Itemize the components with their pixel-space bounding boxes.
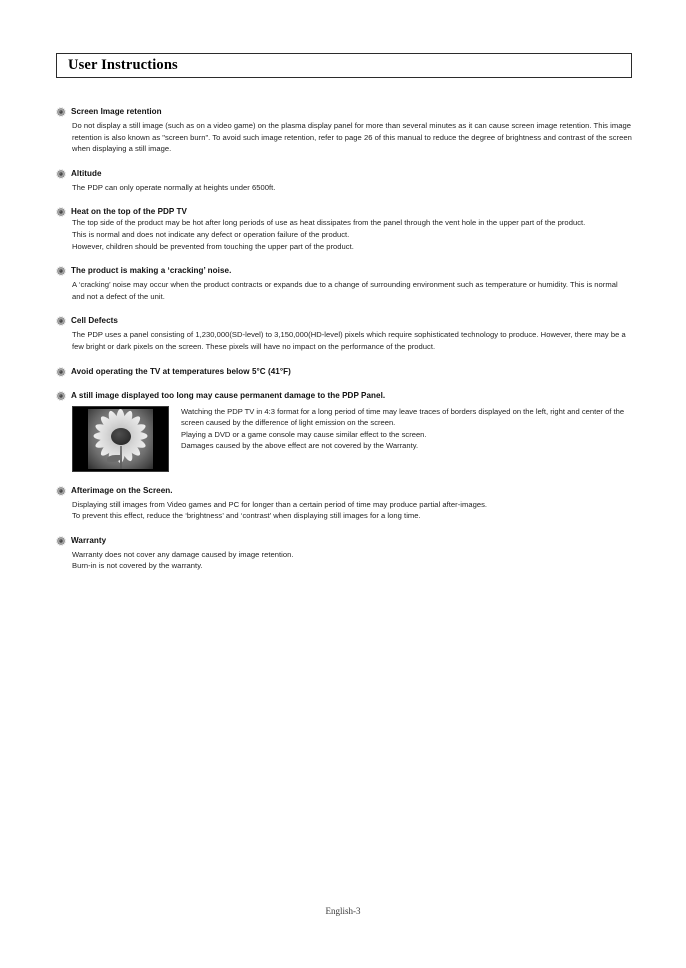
section-paragraph: Watching the PDP TV in 4:3 format for a long period of time may leave traces of borders displayed on the left, right and center of the screen caused by the difference of light emission on the screen.: [181, 406, 625, 428]
section-body-screen-image-retention: [56, 120, 632, 155]
section-heading-text: A still image displayed too long may cause permanent damage to the PDP Panel.: [71, 390, 386, 400]
section-heading-cracking-noise: [56, 265, 632, 276]
section-paragraph: This is normal and does not indicate any defect or operation failure of the product.: [72, 229, 350, 239]
section-heading-cell-defects: [56, 315, 632, 326]
section-paragraph: Burn-in is not covered by the warranty.: [72, 561, 203, 571]
section-paragraph: A ‘cracking’ noise may occur when the product contracts or expands due to a change of surrounding environment such as temperature or humidity. This is normal and not a defect of the unit.: [72, 280, 618, 301]
section-body-cracking-noise: [56, 279, 632, 302]
section-screen-image-retention: [0, 106, 686, 155]
section-paragraph: The PDP can only operate normally at heights under 6500ft.: [72, 182, 276, 192]
gear-icon: [56, 107, 66, 117]
section-gap: [0, 193, 686, 206]
gear-icon: [56, 486, 66, 496]
instructions-content: [0, 106, 686, 585]
gear-icon: [56, 316, 66, 326]
section-heading-text: The product is making a ‘cracking’ noise.: [71, 266, 232, 276]
section-heading-low-temperature: [56, 366, 632, 377]
section-heading-text: Warranty: [71, 535, 107, 545]
tv-screen-area: [75, 409, 166, 469]
section-body-cell-defects: [56, 329, 632, 352]
section-paragraph: The top side of the product may be hot after long periods of use as heat dissipates from the panel through the vent hole in the upper part of the product.: [72, 218, 586, 228]
section-gap: [0, 377, 686, 390]
section-heading-altitude: [56, 168, 632, 179]
section-heading-heat-on-top: [56, 206, 632, 217]
pillarbox-right-bar: [153, 409, 166, 469]
gear-icon: [56, 367, 66, 377]
section-paragraph: The PDP uses a panel consisting of 1,230,000(SD-level) to 3,150,000(HD-level) pixels which require sophisticated technology to produce. However, there may be a few bright or dark pixels on the screen. These pixels will have no impact on the performance of the product.: [72, 330, 626, 351]
section-gap: [0, 472, 686, 485]
sections-list: [0, 106, 686, 585]
section-paragraph: Damages caused by the above effect are not covered by the Warranty.: [181, 441, 419, 451]
gear-icon: [56, 266, 66, 276]
section-paragraph: Playing a DVD or a game console may cause similar effect to the screen.: [181, 429, 427, 439]
section-heading-text: Cell Defects: [71, 316, 118, 326]
section-still-image-damage: [0, 390, 686, 472]
figure-side-text: [169, 406, 632, 452]
section-gap: [0, 522, 686, 535]
section-cell-defects: [0, 315, 686, 352]
page-title: User Instructions: [68, 57, 178, 73]
section-paragraph: Warranty does not cover any damage caused by image retention.: [72, 549, 294, 559]
section-heading-text: Avoid operating the TV at temperatures below 5°C (41°F): [71, 366, 291, 376]
section-gap: [0, 252, 686, 265]
section-heading-text: Afterimage on the Screen.: [71, 485, 173, 495]
gear-icon: [56, 536, 66, 546]
section-heading-screen-image-retention: [56, 106, 632, 117]
section-low-temperature: [0, 366, 686, 377]
section-gap: [0, 572, 686, 585]
section-body-altitude: [56, 182, 632, 194]
section-heading-text: Heat on the top of the PDP TV: [71, 207, 187, 217]
flower-core: [111, 428, 131, 445]
section-heat-on-top: [0, 206, 686, 252]
section-gap: [0, 155, 686, 168]
gear-icon: [56, 207, 66, 217]
gear-icon: [56, 169, 66, 179]
section-heading-afterimage: [56, 485, 632, 496]
section-paragraph: Displaying still images from Video games and PC for longer than a certain period of time may produce partial after-images.: [72, 499, 488, 509]
gear-icon: [56, 391, 66, 401]
section-heading-text: Screen Image retention: [71, 107, 162, 116]
section-paragraph: However, children should be prevented from touching the upper part of the product.: [72, 241, 354, 251]
section-heading-still-image-damage: [56, 390, 632, 401]
section-gap: [0, 353, 686, 366]
flower-stage: [88, 409, 153, 469]
section-paragraph: Do not display a still image (such as on a video game) on the plasma display panel for more than several minutes as it can cause screen image retention. This image retention is also known as "screen burn". To avoid such image retention, refer to page 26 of this manual to reduce the degree of brightness and contrast of the screen when displaying a still image.: [72, 121, 632, 154]
section-heading-warranty: [56, 535, 632, 546]
section-gap: [0, 302, 686, 315]
section-body-heat-on-top: [56, 217, 632, 252]
sunflower-image: [72, 406, 169, 472]
pillarbox-left-bar: [75, 409, 88, 469]
page-title-box: [56, 53, 632, 78]
section-heading-text: Altitude: [71, 168, 102, 178]
section-body-afterimage: [56, 499, 632, 522]
section-body-warranty: [56, 549, 632, 572]
section-afterimage: [0, 485, 686, 522]
page-footer: English-3: [325, 906, 361, 916]
section-warranty: [0, 535, 686, 572]
section-paragraph: To prevent this effect, reduce the ‘brightness’ and ‘contrast’ when displaying still images for a long time.: [72, 511, 421, 521]
figure-and-text-row: [56, 401, 632, 472]
section-altitude: [0, 168, 686, 194]
section-cracking-noise: [0, 265, 686, 302]
